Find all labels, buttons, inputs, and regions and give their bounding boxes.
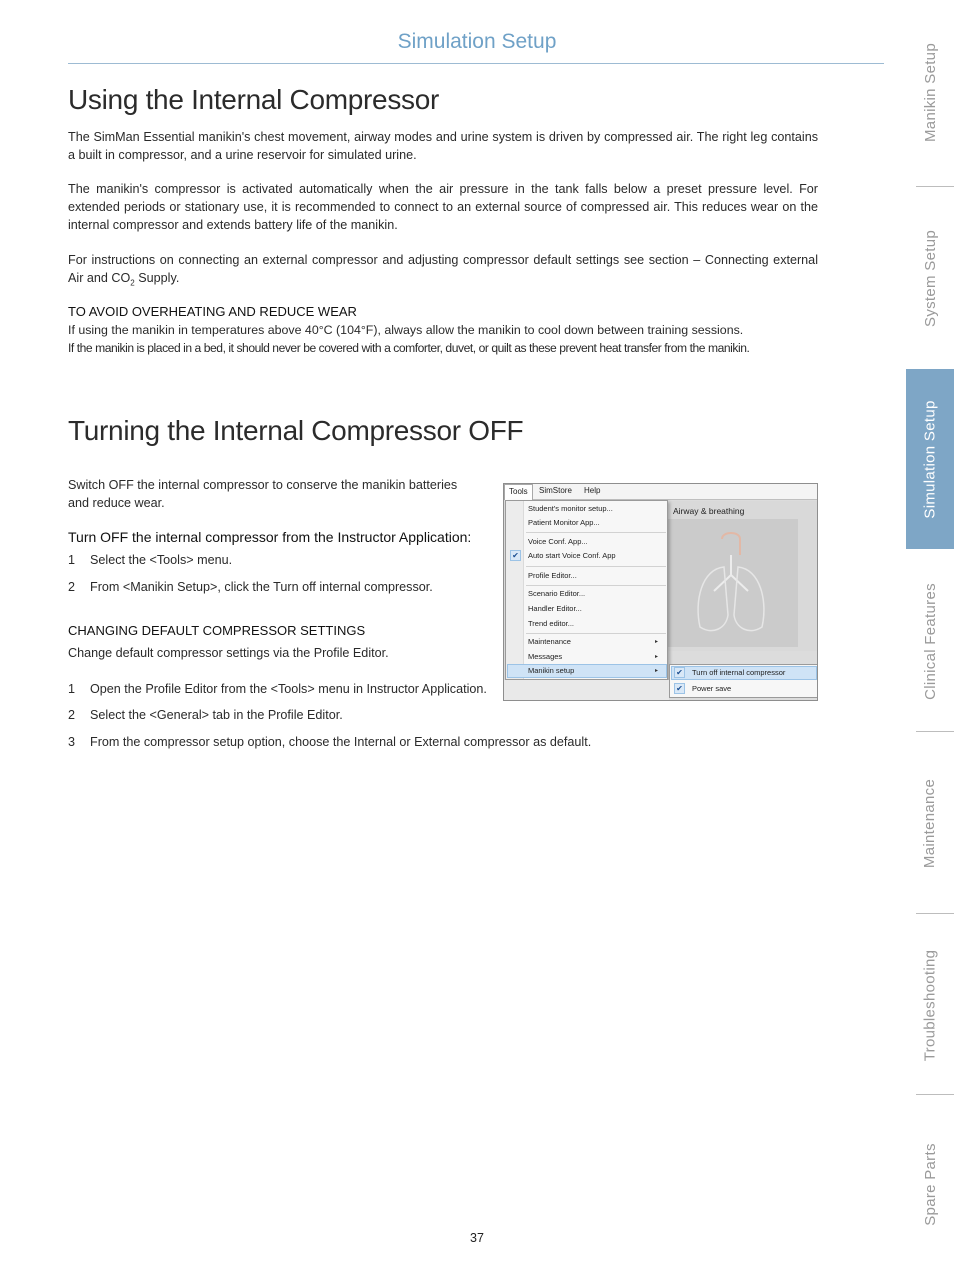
menu-simstore[interactable]: SimStore (539, 486, 572, 495)
paragraph-instructions-end: Supply. (134, 271, 180, 285)
step-number: 1 (68, 553, 76, 567)
sidebar-tab-label: Manikin Setup (921, 43, 939, 142)
airway-breathing-label: Airway & breathing (673, 506, 745, 516)
chevron-right-icon: ▸ (654, 639, 658, 645)
check-icon: ✔ (674, 667, 685, 678)
defaults-heading: CHANGING DEFAULT COMPRESSOR SETTINGS (68, 623, 366, 638)
panel-lungs-area (664, 519, 798, 647)
sidebar-tab-spare-parts[interactable] (906, 1096, 954, 1272)
menu-item-messages[interactable] (528, 651, 668, 663)
paragraph-instructions-text: For instructions on connecting an external compressor and adjusting compressor default settings see section – Connecting external Air and CO (68, 253, 818, 285)
menu-item-trend-editor[interactable]: Trend editor... (528, 619, 574, 628)
submenu-item-power-save[interactable]: Power save (692, 684, 732, 693)
sidebar-tab-label: Clinical Features (921, 582, 939, 700)
menu-item-manikin-setup[interactable] (528, 665, 668, 677)
sidebar-tab-maintenance[interactable] (906, 733, 954, 913)
step-number: 2 (68, 708, 76, 722)
section-title-turning-off: Turning the Internal Compressor OFF (68, 415, 524, 446)
sidebar-tab-label: Spare Parts (921, 1142, 939, 1226)
lungs-illustration (664, 519, 798, 647)
sidebar-tab-label: Simulation Setup (921, 399, 939, 519)
step-b-1 (68, 680, 487, 698)
menu-gutter (506, 501, 524, 679)
step-a-1 (68, 551, 232, 569)
sidebar-tab-label: System Setup (921, 229, 939, 327)
status-strip (504, 680, 669, 701)
instructor-heading: Turn OFF the internal compressor from the Instructor Application: (68, 529, 472, 545)
step-text: Select the <Tools> menu. (90, 553, 233, 567)
sidebar-tab-clinical-features[interactable] (906, 551, 954, 731)
manikin-setup-label: Manikin setup (528, 666, 575, 675)
sidebar-tab-label: Maintenance (921, 778, 939, 868)
sidebar-separator (916, 731, 954, 732)
step-number: 2 (68, 580, 76, 594)
sidebar-tab-simulation-setup[interactable] (906, 369, 954, 549)
page-number: 37 (470, 1231, 484, 1245)
maintenance-label: Maintenance (528, 637, 571, 646)
menu-tools[interactable]: Tools (504, 484, 533, 500)
step-number: 1 (68, 682, 76, 696)
menu-item-students-monitor[interactable]: Student's monitor setup... (528, 504, 613, 513)
menu-separator (526, 532, 666, 533)
tools-dropdown (505, 500, 668, 680)
tools-menu-screenshot (503, 483, 818, 701)
step-text: Open the Profile Editor from the <Tools> menu in Instructor Application. (90, 682, 487, 696)
step-text: From the compressor setup option, choose the Internal or External compressor as default. (90, 735, 592, 749)
menu-bar (504, 484, 817, 500)
chevron-right-icon: ▸ (654, 654, 658, 660)
submenu-item-turn-off-compressor[interactable]: Turn off internal compressor (692, 668, 786, 677)
chevron-right-icon: ▸ (654, 668, 658, 674)
sidebar-tab-troubleshooting[interactable] (906, 915, 954, 1095)
section-title-using-compressor: Using the Internal Compressor (68, 84, 440, 115)
sidebar-separator (916, 1094, 954, 1095)
paragraph-activation: The manikin's compressor is activated automatically when the air pressure in the tank falls below a preset pressure level. For extended periods or stationary use, it is recommended to connect to an external source of compressed air. This reduces wear on the internal compressor and extends battery life of the manikin. (68, 182, 818, 232)
messages-label: Messages (528, 652, 563, 661)
header-rule (68, 63, 884, 64)
check-icon: ✔ (510, 550, 521, 561)
step-text: Select the <General> tab in the Profile Editor. (90, 708, 343, 722)
menu-item-profile-editor[interactable]: Profile Editor... (528, 571, 577, 580)
warning-heading: TO AVOID OVERHEATING AND REDUCE WEAR (68, 304, 357, 319)
step-a-2 (68, 578, 433, 596)
menu-item-patient-monitor[interactable]: Patient Monitor App... (528, 518, 600, 527)
paragraph-intro: The SimMan Essential manikin's chest movement, airway modes and urine system is driven by compressed air. The right leg contains a built in compressor, and a urine reservoir for simulated urine. (68, 130, 818, 162)
step-text: From <Manikin Setup>, click the Turn off internal compressor. (90, 580, 433, 594)
step-b-3 (68, 733, 591, 751)
sidebar-tab-label: Troubleshooting (921, 949, 939, 1061)
paragraph-switch-off: Switch OFF the internal compressor to conserve the manikin batteries and reduce wear. (68, 478, 458, 510)
sidebar-tab-manikin-setup[interactable] (906, 0, 954, 185)
running-header: Simulation Setup (397, 30, 557, 53)
step-number: 3 (68, 735, 76, 749)
menu-item-maintenance[interactable] (528, 636, 668, 648)
menu-item-handler-editor[interactable]: Handler Editor... (528, 604, 582, 613)
step-b-2 (68, 706, 343, 724)
warning-line-bed: If the manikin is placed in a bed, it should never be covered with a comforter, duvet, or quilt as these prevent heat transfer from the manikin. (68, 341, 750, 355)
menu-separator (526, 585, 666, 586)
menu-separator (526, 633, 666, 634)
co2-subscript: 2 (130, 278, 135, 288)
menu-help[interactable]: Help (584, 486, 601, 495)
menu-item-auto-start-voice[interactable]: Auto start Voice Conf. App (528, 551, 616, 560)
sidebar-separator (916, 913, 954, 914)
manikin-setup-submenu (669, 664, 818, 698)
warning-line-temperature: If using the manikin in temperatures above 40°C (104°F), always allow the manikin to cool down between training sessions. (68, 323, 744, 337)
check-icon: ✔ (674, 683, 685, 694)
paragraph-instructions (68, 251, 818, 293)
menu-item-voice-conf[interactable]: Voice Conf. App... (528, 537, 588, 546)
menu-item-scenario-editor[interactable]: Scenario Editor... (528, 589, 586, 598)
sidebar-tab-system-setup[interactable] (906, 188, 954, 368)
menu-separator (526, 566, 666, 567)
sidebar-separator (916, 186, 954, 187)
defaults-intro: Change default compressor settings via the Profile Editor. (68, 646, 389, 660)
